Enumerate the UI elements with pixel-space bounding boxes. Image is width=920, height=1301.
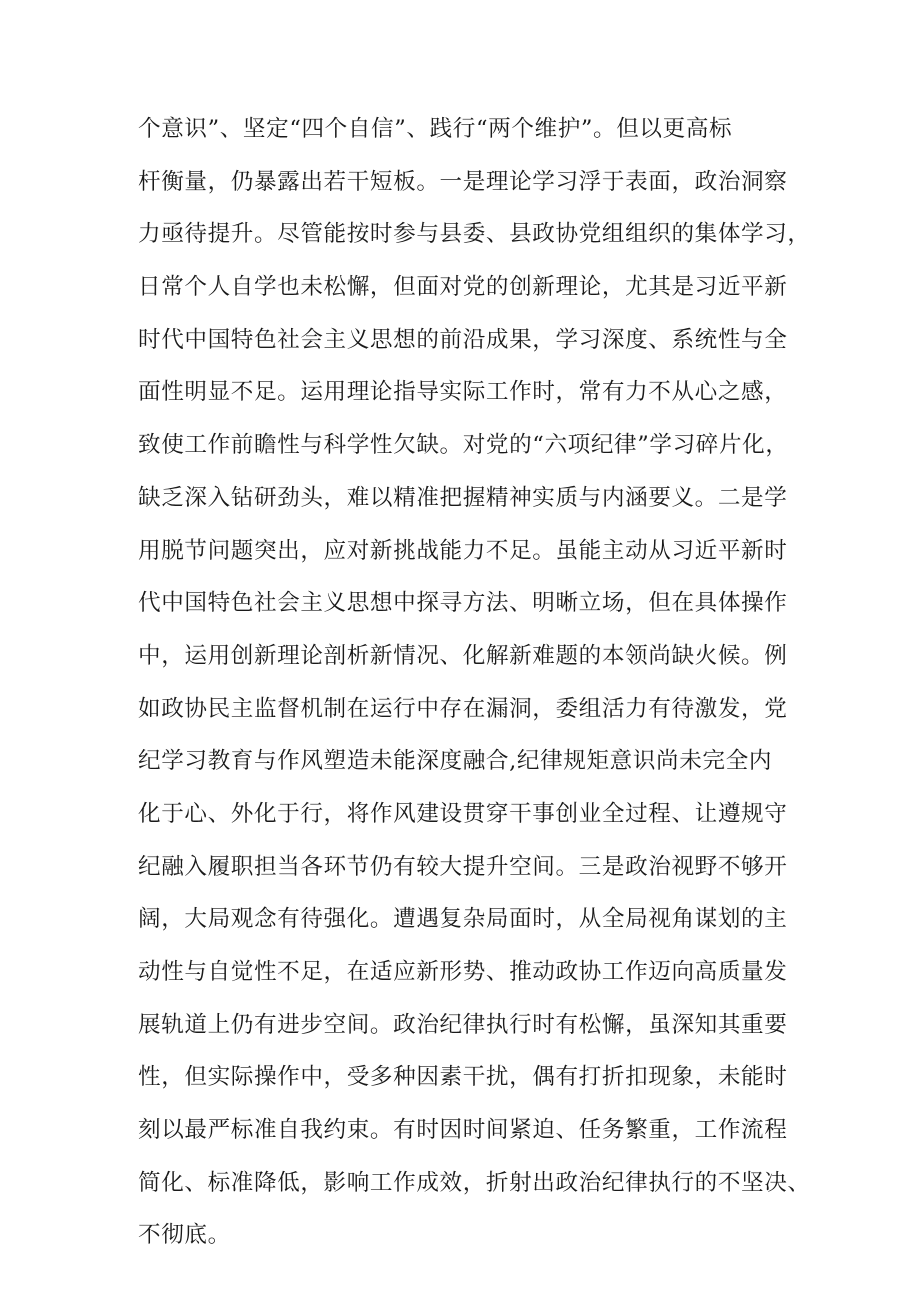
text-line-9: 用脱节问题突出，应对新挑战能力不足。虽能主动从习近平新时: [138, 537, 788, 564]
text-line-6: 面性明显不足。运用理论指导实际工作时，常有力不从心之感，: [138, 379, 788, 406]
text-line-5: 时代中国特色社会主义思想的前沿成果，学习深度、系统性与全: [138, 326, 788, 353]
text-line-21: 简化、标准降低，影响工作成效，折射出政治纪律执行的不坚决、: [138, 1169, 811, 1196]
text-line-22: 不彻底。: [138, 1222, 231, 1249]
text-line-16: 阔，大局观念有待强化。遭遇复杂局面时，从全局视角谋划的主: [138, 906, 788, 933]
text-line-18: 展轨道上仍有进步空间。政治纪律执行时有松懈，虽深知其重要: [138, 1011, 788, 1038]
text-line-10: 代中国特色社会主义思想中探寻方法、明晰立场，但在具体操作: [138, 590, 788, 617]
text-line-17: 动性与自觉性不足，在适应新形势、推动政协工作迈向高质量发: [138, 959, 788, 985]
text-line-19: 性，但实际操作中，受多种因素干扰，偶有打折扣现象，未能时: [138, 1064, 788, 1091]
body-paragraph: [138, 103, 811, 1262]
text-line-3: 力亟待提升。尽管能按时参与县委、县政协党组组织的集体学习，: [138, 221, 811, 248]
text-line-11: 中，运用创新理论剖析新情况、化解新难题的本领尚缺火候。例: [138, 642, 788, 669]
text-line-8: 缺乏深入钻研劲头，难以精准把握精神实质与内涵要义。二是学: [138, 484, 788, 511]
text-line-20: 刻以最严标准自我约束。有时因时间紧迫、任务繁重，工作流程: [138, 1117, 788, 1144]
text-line-4: 日常个人自学也未松懈，但面对党的创新理论，尤其是习近平新: [138, 274, 788, 301]
text-line-12: 如政协民主监督机制在运行中存在漏洞，委组活力有待激发，党: [138, 695, 788, 722]
text-line-7: 致使工作前瞻性与科学性欠缺。对党的“六项纪律”学习碎片化，: [138, 432, 789, 459]
text-line-1: 个意识”、坚定“四个自信”、践行“两个维护”。但以更高标: [138, 116, 733, 142]
text-line-13: 纪学习教育与作风塑造未能深度融合,纪律规矩意识尚未完全内: [138, 748, 773, 775]
text-line-2: 杆衡量，仍暴露出若干短板。一是理论学习浮于表面，政治洞察: [138, 168, 788, 195]
text-line-15: 纪融入履职担当各环节仍有较大提升空间。三是政治视野不够开: [138, 853, 788, 880]
text-line-14: 化于心、外化于行，将作风建设贯穿干事创业全过程、让遵规守: [138, 800, 788, 827]
